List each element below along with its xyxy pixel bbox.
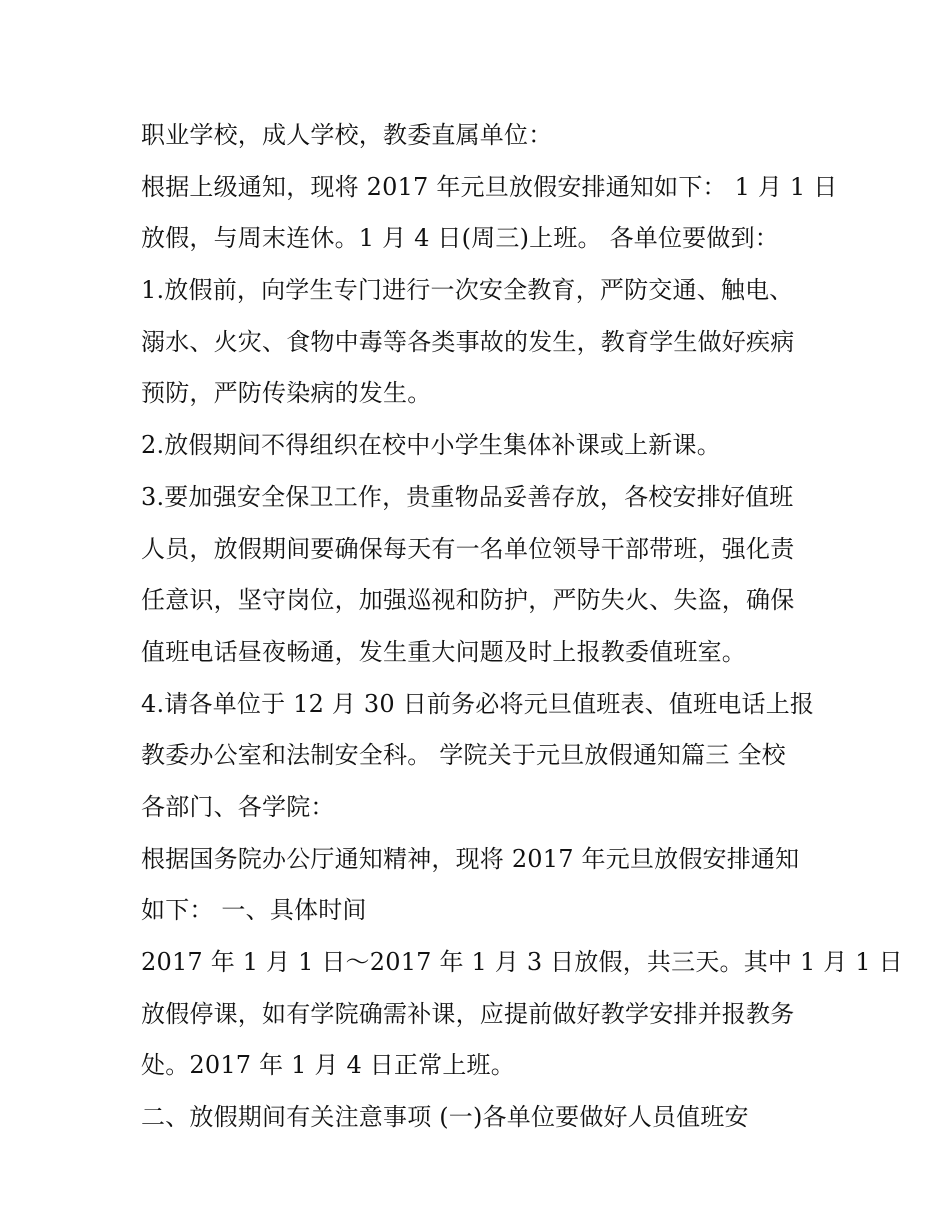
text-line: 各部门、各学院：: [141, 792, 335, 821]
text-line: 预防，严防传染病的发生。: [141, 379, 432, 408]
text-line: 放假，与周末连休。1 月 4 日(周三)上班。 各单位要做到：: [141, 224, 779, 253]
text-line: 职业学校，成人学校，教委直属单位：: [141, 121, 553, 149]
text-line: 二、放假期间有关注意事项 (一)各单位要做好人员值班安: [141, 1103, 749, 1132]
text-line: 3.要加强安全保卫工作，贵重物品妥善存放，各校安排好值班: [141, 482, 794, 511]
text-line: 教委办公室和法制安全科。 学院关于元旦放假通知篇三 全校: [141, 741, 786, 770]
text-line: 任意识，坚守岗位，加强巡视和防护，严防失火、失盗，确保: [141, 586, 795, 615]
text-line: 2017 年 1 月 1 日～2017 年 1 月 3 日放假，共三天。其中 1 月 1 日: [141, 948, 903, 976]
text-line: 1.放假前，向学生专门进行一次安全教育，严防交通、触电、: [141, 276, 794, 305]
text-line: 根据上级通知，现将 2017 年元旦放假安排通知如下： 1 月 1 日: [141, 172, 838, 201]
text-line: 4.请各单位于 12 月 30 日前务必将元旦值班表、值班电话上报: [141, 689, 815, 718]
document-body: [141, 110, 903, 1144]
text-line: 处。2017 年 1 月 4 日正常上班。: [141, 1051, 515, 1080]
text-line: 根据国务院办公厅通知精神，现将 2017 年元旦放假安排通知: [141, 844, 800, 873]
text-line: 放假停课，如有学院确需补课，应提前做好教学安排并报教务: [141, 999, 795, 1028]
text-line: 值班电话昼夜畅通，发生重大问题及时上报教委值班室。: [141, 637, 746, 666]
text-line: 溺水、火灾、食物中毒等各类事故的发生，教育学生做好疾病: [141, 327, 795, 356]
text-line: 2.放假期间不得组织在校中小学生集体补课或上新课。: [141, 431, 721, 460]
text-line: 如下： 一、具体时间: [141, 896, 367, 925]
text-line: 人员，放假期间要确保每天有一名单位领导干部带班，强化责: [141, 534, 795, 563]
